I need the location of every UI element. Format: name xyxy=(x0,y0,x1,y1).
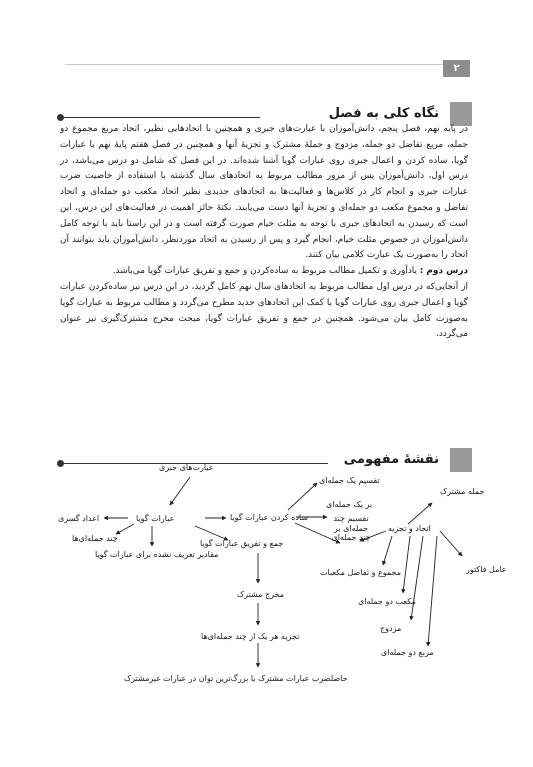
node-common-denominator: مخرج مشترک xyxy=(237,590,284,599)
node-cube-binomial: مکعب دو جمله‌ای xyxy=(358,597,416,606)
arrow-simplify-to-divide-mono xyxy=(288,483,317,510)
node-algebraic-expressions: عبارت‌های جبری xyxy=(159,463,214,472)
intro-paragraph: در پایه نهم، فصل پنجم، دانش‌آموزان با عبارت‌های جبری و همچنین با اتحادهایی نظیر، اتحاد مربع مجموع دو جمله، مربع تفاضل دو جمله، مزدوج و جملهٔ مشترک و تجزیهٔ آنها و همچنین در فصل هفتم پایهٔ نهم با عبارات گویا، ساده کردن و اعمال جبری روی عبارات گویا آشنا شده‌اند. در این فصل که شامل دو درس می‌باشد، در درس اول، دانش‌آموزان پس از مرور مطالب مربوط به اتحادهای سال گذشته با استفاده از خاصیت ضرب عبارات جبری و انجام کار در کلاس‌ها و فعالیت‌ها به اتحادهای جدیدی نظیر اتحاد مکعب دو جمله‌ای و اتحاد تفاضل و مجموع مکعب دو جمله‌ای و تجزیهٔ آنها دست می‌یابند. نکتهٔ حائز اهمیت در فعالیت‌های این درس، این است که رسیدن به اتحادهای جبری با توجه به مثلث خیام صورت گرفته است و در این راستا باید با توجه کامل دانش‌آموزان در خصوص مثلث خیام، انجام گیرد و پس از رسیدن به اتحاد موردنظر، دانش‌آموزان باید بتوانند آن اتحاد را به‌صورت یک عبارت کلامی بیان کنند. xyxy=(60,124,468,261)
arrow-rational-to-addsub xyxy=(195,526,228,540)
node-by-mono: بر یک جمله‌ای xyxy=(326,500,373,509)
arrow-identities-to-common xyxy=(408,503,432,524)
node-common-term: جمله مشترک xyxy=(440,487,485,496)
arrow-identities-to-cube-binomial xyxy=(403,536,410,593)
arrow-rational-to-polynomials xyxy=(116,524,134,534)
node-factor-polynomials: تجزیه هر یک از چند جمله‌ای‌ها xyxy=(201,632,300,641)
lesson2-text: یادآوری و تکمیل مطالب مربوط به ساده‌کردن و جمع و تفریق عبارات گویا می‌باشد. xyxy=(112,266,420,277)
node-divide-mono: تقسیم یک جمله‌ای xyxy=(319,476,380,485)
divide-poly-line-3: چند جمله‌ای xyxy=(331,533,371,542)
node-sum-diff-cubes: مجموع و تفاضل مکعبات xyxy=(320,568,401,577)
arrow-identities-to-conjugate xyxy=(411,536,423,620)
node-add-subtract: جمع و تفریق عبارات گویا xyxy=(200,539,284,548)
arrow-identities-to-factor-method xyxy=(440,531,462,556)
node-conjugate: مزدوج xyxy=(380,624,402,633)
node-product-rule: حاصلضرب عبارات مشترک با بزرگ‌ترین توان در عبارات غیرمشترک xyxy=(124,674,348,683)
divide-poly-line-2: جمله‌ای بر xyxy=(333,523,369,533)
node-factor-method: عامل فاکتور xyxy=(466,565,507,574)
node-identities: اتحاد و تجزیه xyxy=(388,524,431,533)
arrow-identities-to-square xyxy=(428,536,437,646)
arrow-algebraic-to-rational xyxy=(170,477,190,505)
node-simplify: ساده کردن عبارات گویا xyxy=(230,513,309,522)
node-integers: اعداد گسری xyxy=(58,514,100,523)
divide-poly-line-1: تقسیم چند xyxy=(333,514,369,523)
lesson2-label: درس دوم : xyxy=(419,266,468,277)
closing-paragraph: از آنجایی‌که در درس اول مطالب مربوط به اتحادهای سال نهم کامل گردید، در این درس نیز ساده‌کردن عبارات گویا و اعمال جبری روی عبارات گویا با کمک این اتحادهای جدید مطرح می‌گردد و مطالب مربوط به عبارات گویا به‌صورت کامل بیان می‌شود. همچنین در جمع و تفریق عبارات گویا، مبحث مخرج مشترک‌گیری نیز عنوان می‌گردد. xyxy=(60,281,468,340)
arrow-identities-to-cubes xyxy=(383,536,392,565)
section-title-overview: نگاه کلی به فصل xyxy=(328,106,439,121)
node-square-binomial: مربع دو جمله‌ای xyxy=(381,648,434,657)
section-title-concept-map: نقشهٔ مفهومی xyxy=(343,452,439,467)
node-polynomials: چند جمله‌ای‌ها xyxy=(72,534,118,543)
node-rational-expressions: عبارات گویا xyxy=(136,514,175,523)
node-divide-poly xyxy=(330,514,372,543)
page-number: ۲ xyxy=(443,60,470,77)
node-undefined-values: مقادیر تعریف نشده برای عبارات گویا xyxy=(95,550,219,559)
